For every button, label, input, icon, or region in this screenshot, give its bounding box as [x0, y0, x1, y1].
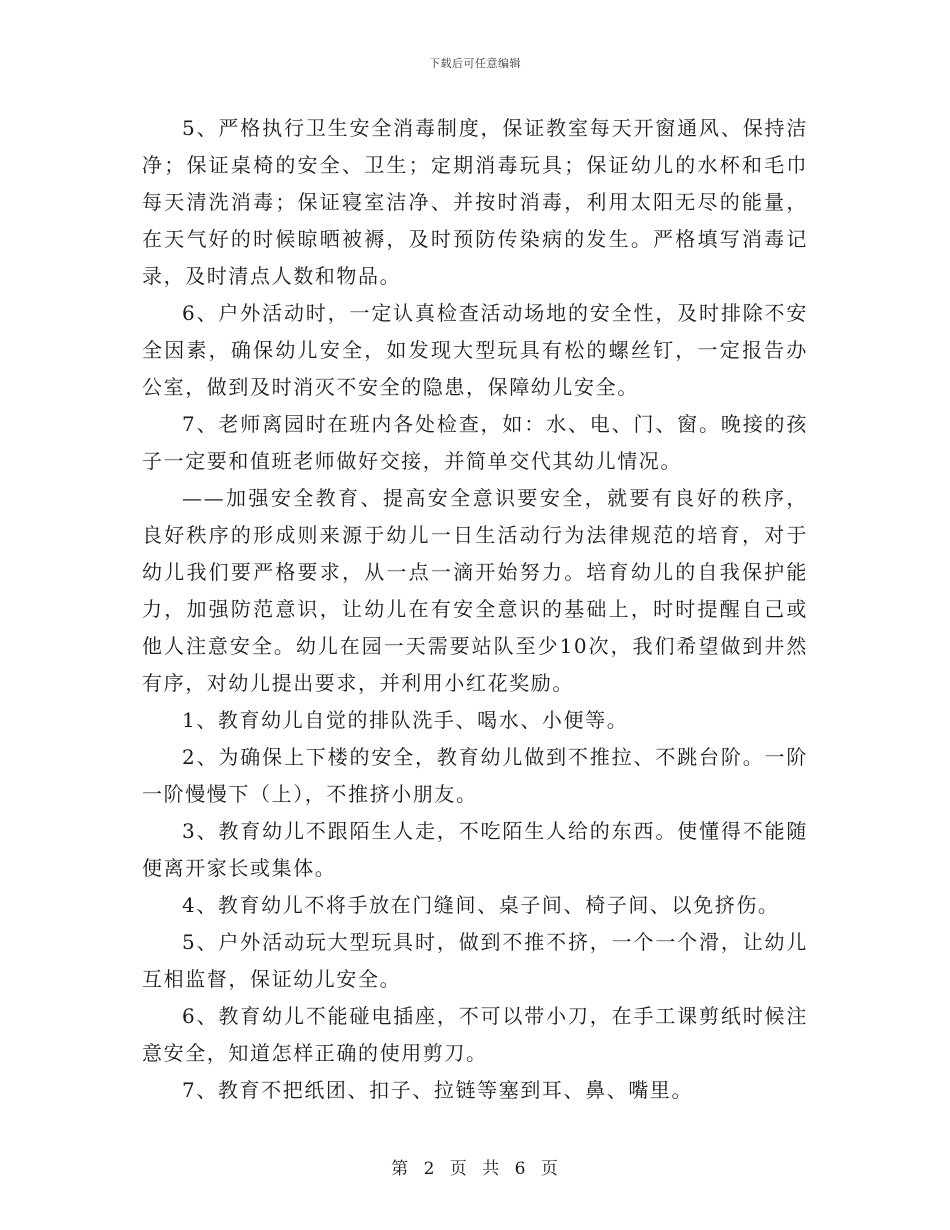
- list-item-queue: 1、教育幼儿自觉的排队洗手、喝水、小便等。: [182, 708, 629, 732]
- paragraph-disinfection: 5、严格执行卫生安全消毒制度，保证教室每天开窗通风、保持洁净；保证桌椅的安全、卫生；定期消毒玩具；保证幼儿的水杯和毛巾每天清洗消毒；保证寝室洁净、并按时消毒，利用太阳无尽的能量，在天气好的时候晾晒被褥，及时预防传染病的发生。严格填写消毒记录，及时清点人数和物品。: [142, 116, 808, 288]
- list-item-small-objects: 7、教育不把纸团、扣子、拉链等塞到耳、鼻、嘴里。: [182, 1078, 694, 1102]
- list-item-strangers: 3、教育幼儿不跟陌生人走，不吃陌生人给的东西。使懂得不能随便离开家长或集体。: [142, 819, 808, 880]
- page-number-footer: [0, 1154, 950, 1179]
- footer-middle: 页: [449, 1159, 468, 1179]
- footer-prefix: 第: [391, 1159, 410, 1179]
- paragraph-safety-education: ——加强安全教育、提高安全意识要安全，就要有良好的秩序，良好秩序的形成则来源于幼儿一日生活动行为法律规范的培育，对于幼儿我们要严格要求，从一点一滴开始努力。培育幼儿的自我保护能力，加强防范意识，让幼儿在有安全意识的基础上，时时提醒自己或他人注意安全。幼儿在园一天需要站队至少10次，我们希望做到井然有序，对幼儿提出要求，并利用小红花奖励。: [142, 486, 808, 695]
- footer-total-label: 共: [482, 1159, 501, 1179]
- list-item-stairs: 2、为确保上下楼的安全，教育幼儿做到不推拉、不跳台阶。一阶一阶慢慢下（上），不推挤小朋友。: [142, 745, 808, 806]
- paragraph-leaving-check: 7、老师离园时在班内各处检查，如：水、电、门、窗。晚接的孩子一定要和值班老师做好交接，并简单交代其幼儿情况。: [142, 412, 808, 473]
- footer-total-pages: 6: [514, 1159, 527, 1179]
- header-note: 下载后可任意编辑: [429, 57, 521, 70]
- document-body: [142, 110, 808, 1109]
- footer-suffix: 页: [540, 1159, 559, 1179]
- list-item-door-gaps: 4、教育幼儿不将手放在门缝间、桌子间、椅子间、以免挤伤。: [182, 893, 780, 917]
- paragraph-outdoor-check: 6、户外活动时，一定认真检查活动场地的安全性，及时排除不安全因素，确保幼儿安全，如发现大型玩具有松的螺丝钉，一定报告办公室，做到及时消灭不安全的隐患，保障幼儿安全。: [142, 301, 808, 399]
- list-item-electric: 6、教育幼儿不能碰电插座，不可以带小刀，在手工课剪纸时候注意安全，知道怎样正确的使用剪刀。: [142, 1004, 808, 1065]
- list-item-playground: 5、户外活动玩大型玩具时，做到不推不挤，一个一个滑，让幼儿互相监督，保证幼儿安全。: [142, 930, 808, 991]
- footer-current-page: 2: [423, 1159, 436, 1179]
